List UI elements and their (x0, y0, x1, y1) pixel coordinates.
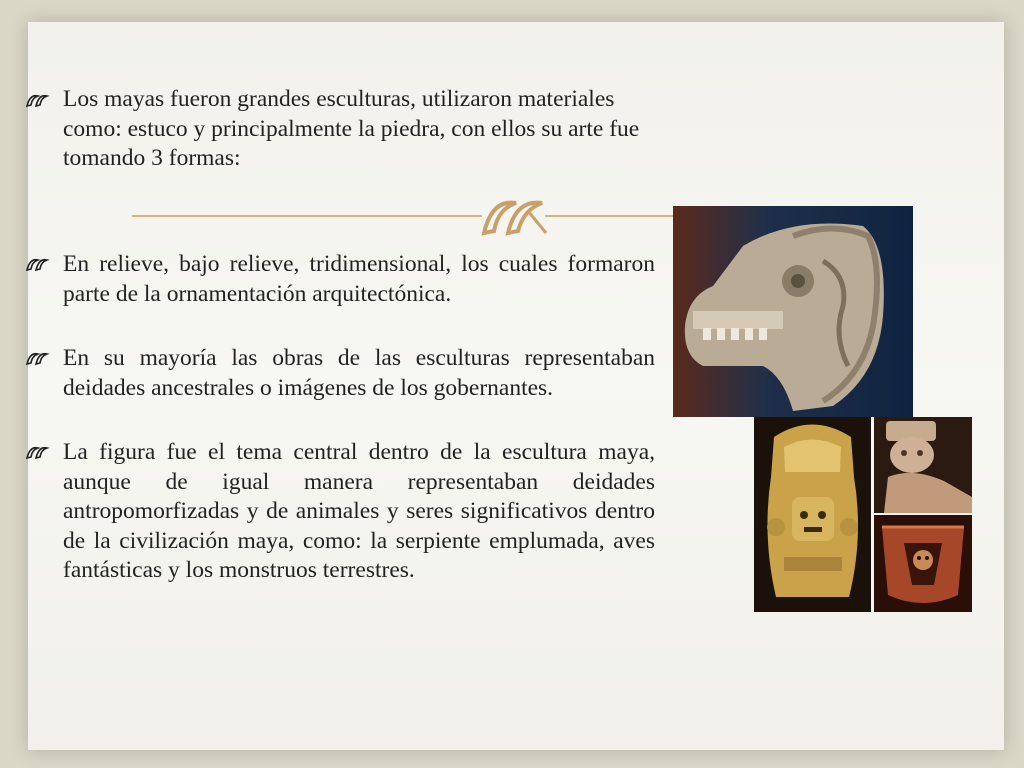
ornate-bullet-icon (24, 254, 50, 274)
divider-line-right (545, 215, 673, 217)
ornate-bullet-icon (24, 90, 50, 110)
ornate-divider-icon (478, 193, 550, 239)
divider-line-left (132, 215, 482, 217)
bullet-text-2: En su mayoría las obras de las esculturas representaban deidades ancestrales o imágenes de los gobernantes. (63, 345, 655, 401)
ornate-bullet-icon (24, 348, 50, 368)
bullet-text-1: En relieve, bajo relieve, tridimensional, los cuales formaron parte de la ornamentación arquitectónica. (63, 251, 655, 307)
intro-text: Los mayas fueron grandes esculturas, utilizaron materiales como: estuco y principalmente la piedra, con ellos su arte fue tomando 3 formas: (63, 86, 640, 171)
serpent-head-sculpture-photo (673, 206, 913, 417)
ornate-bullet-icon (24, 442, 50, 462)
maya-deity-urn-photo (754, 417, 871, 612)
ceramic-vessel-photo (874, 515, 972, 612)
clay-figurine-photo (874, 417, 972, 513)
bullet-text-3: La figura fue el tema central dentro de la escultura maya, aunque de igual manera representaban deidades antropomorfizadas y de animales y seres significativos dentro de la civilización maya, como: la serpiente emplumada, aves fantásticas y los monstruos terrestres. (63, 439, 655, 583)
